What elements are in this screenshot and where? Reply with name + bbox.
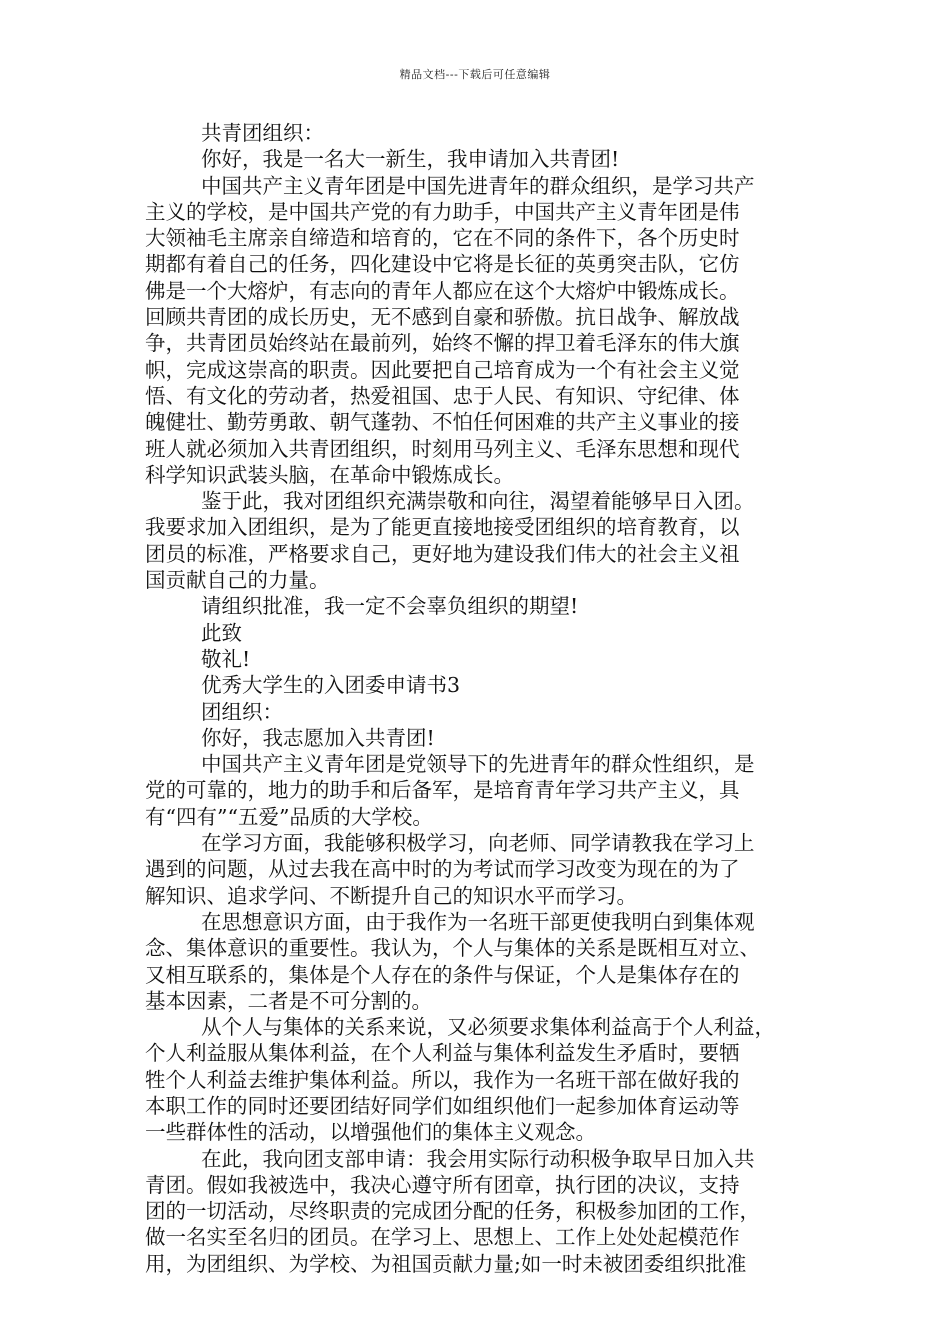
text-line: 你好，我志愿加入共青团! [201, 725, 435, 750]
text-line: 此致 [201, 620, 242, 645]
text-line: 团组织： [201, 699, 283, 724]
text-line: 遇到的问题，从过去我在高中时的为考试而学习改变为现在的为了 [145, 857, 740, 882]
text-line: 国贡献自己的力量。 [145, 568, 330, 593]
text-line: 一些群体性的活动，以增强他们的集体主义观念。 [145, 1120, 596, 1145]
text-line: 牲个人利益去维护集体利益。所以，我作为一名班干部在做好我的 [145, 1067, 740, 1092]
text-line: 有“四有”“五爱”品质的大学校。 [145, 804, 433, 829]
text-line: 鉴于此，我对团组织充满崇敬和向往，渴望着能够早日入团。 [201, 489, 755, 514]
text-line: 你好，我是一名大一新生，我申请加入共青团! [201, 147, 620, 172]
text-line: 班人就必须加入共青团组织，时刻用马列主义、毛泽东思想和现代 [145, 436, 740, 461]
text-line: 又相互联系的，集体是个人存在的条件与保证，个人是集体存在的 [145, 962, 740, 987]
text-line: 中国共产主义青年团是中国先进青年的群众组织，是学习共产 [201, 173, 755, 198]
text-line: 个人利益服从集体利益，在个人利益与集体利益发生矛盾时，要牺 [145, 1041, 740, 1066]
text-line: 争，共青团员始终站在最前列，始终不懈的捍卫着毛泽东的伟大旗 [145, 331, 740, 356]
page-header: 精品文档---下载后可任意编辑 [399, 68, 551, 81]
text-line: 科学知识武装头脑，在革命中锻炼成长。 [145, 462, 514, 487]
text-line: 用，为团组织、为学校、为祖国贡献力量;如一时未被团委组织批准 [145, 1251, 747, 1276]
text-line: 团员的标准，严格要求自己，更好地为建设我们伟大的社会主义祖 [145, 541, 740, 566]
text-line: 党的可靠的，地力的助手和后备军，是培育青年学习共产主义，具 [145, 778, 740, 803]
text-line: 回顾共青团的成长历史，无不感到自豪和骄傲。抗日战争、解放战 [145, 305, 740, 330]
text-line: 从个人与集体的关系来说，又必须要求集体利益高于个人利益， [201, 1015, 775, 1040]
text-line: 青团。假如我被选中，我决心遵守所有团章，执行团的决议，支持 [145, 1172, 740, 1197]
text-line: 请组织批准，我一定不会辜负组织的期望! [201, 594, 579, 619]
text-line: 本职工作的同时还要团结好同学们如组织他们一起参加体育运动等 [145, 1093, 740, 1118]
text-line: 大领袖毛主席亲自缔造和培育的，它在不同的条件下，各个历史时 [145, 226, 740, 251]
text-line: 在学习方面，我能够积极学习，向老师、同学请教我在学习上 [201, 831, 755, 856]
document-body [145, 120, 805, 1277]
text-line: 共青团组织： [201, 121, 324, 145]
text-line: 中国共产主义青年团是党领导下的先进青年的群众性组织，是 [201, 752, 755, 777]
text-line: 在此，我向团支部申请：我会用实际行动积极争取早日加入共 [201, 1146, 755, 1171]
text-line: 佛是一个大熔炉，有志向的青年人都应在这个大熔炉中锻炼成长。 [145, 278, 740, 303]
text-line: 念、集体意识的重要性。我认为，个人与集体的关系是既相互对立、 [145, 936, 760, 961]
text-line: 做一名实至名归的团员。在学习上、思想上、工作上处处起模范作 [145, 1225, 740, 1250]
text-line: 团的一切活动，尽终职责的完成团分配的任务，积极参加团的工作， [145, 1199, 760, 1224]
text-line: 帜，完成这崇高的职责。因此要把自己培育成为一个有社会主义觉 [145, 357, 740, 382]
text-line: 期都有着自己的任务，四化建设中它将是长征的英勇突击队，它仿 [145, 252, 740, 277]
text-line: 悟、有文化的劳动者，热爱祖国、忠于人民、有知识、守纪律、体 [145, 383, 740, 408]
text-line: 我要求加入团组织，是为了能更直接地接受团组织的培育教育，以 [145, 515, 740, 540]
text-line: 优秀大学生的入团委申请书3 [201, 673, 461, 698]
text-line: 魄健壮、勤劳勇敢、朝气蓬勃、不怕任何困难的共产主义事业的接 [145, 410, 740, 435]
text-line: 解知识、追求学问、不断提升自己的知识水平而学习。 [145, 883, 637, 908]
text-line: 基本因素，二者是不可分割的。 [145, 988, 432, 1013]
text-line: 主义的学校，是中国共产党的有力助手，中国共产主义青年团是伟 [145, 199, 740, 224]
text-line: 在思想意识方面，由于我作为一名班干部更使我明白到集体观 [201, 909, 755, 934]
text-line: 敬礼! [201, 646, 251, 671]
